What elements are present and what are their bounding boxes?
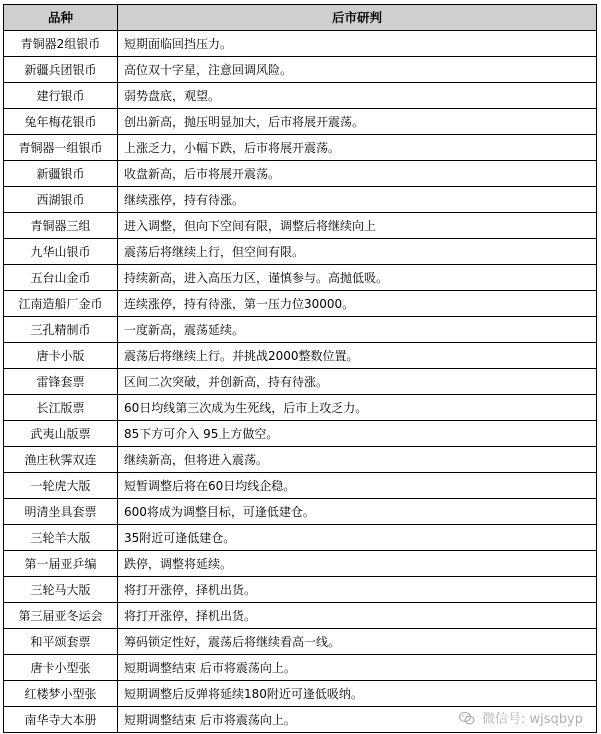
table-row (4, 603, 597, 629)
table-row (4, 161, 597, 187)
variety-cell: 三轮马大版 (4, 577, 118, 603)
variety-cell: 九华山银币 (4, 239, 118, 265)
outlook-cell: 高位双十字星，注意回调风险。 (118, 57, 597, 83)
outlook-cell: 将打开涨停，择机出货。 (118, 603, 597, 629)
table-row (4, 655, 597, 681)
outlook-cell: 持续新高，进入高压力区，谨慎参与。高抛低吸。 (118, 265, 597, 291)
table-row (4, 239, 597, 265)
variety-cell: 唐卡小版 (4, 343, 118, 369)
outlook-cell: 创出新高，抛压明显加大，后市将展开震荡。 (118, 109, 597, 135)
forecast-table (3, 4, 597, 733)
table-row (4, 57, 597, 83)
table-row (4, 343, 597, 369)
outlook-cell: 一度新高，震荡延续。 (118, 317, 597, 343)
outlook-cell: 短期调整结束 后市将震荡向上。 (118, 655, 597, 681)
variety-cell: 三孔精制币 (4, 317, 118, 343)
outlook-cell: 区间二次突破，并创新高，持有待涨。 (118, 369, 597, 395)
variety-cell: 西湖银币 (4, 187, 118, 213)
variety-cell: 第三届亚冬运会 (4, 603, 118, 629)
table-row (4, 525, 597, 551)
header-outlook: 后市研判 (118, 5, 597, 31)
outlook-cell: 短期调整结束 后市将震荡向上。 (118, 707, 597, 733)
outlook-cell: 震荡后将继续上行。并挑战2000整数位置。 (118, 343, 597, 369)
variety-cell: 青铜器一组银币 (4, 135, 118, 161)
variety-cell: 第一届亚乒编 (4, 551, 118, 577)
outlook-cell: 筹码锁定性好，震荡后将继续看高一线。 (118, 629, 597, 655)
outlook-cell: 短暂调整后将在60日均线企稳。 (118, 473, 597, 499)
table-row (4, 369, 597, 395)
table-row (4, 317, 597, 343)
table-row (4, 577, 597, 603)
variety-cell: 红楼梦小型张 (4, 681, 118, 707)
variety-cell: 三轮羊大版 (4, 525, 118, 551)
outlook-cell: 上涨乏力，小幅下跌，后市将展开震荡。 (118, 135, 597, 161)
variety-cell: 建行银币 (4, 83, 118, 109)
variety-cell: 青铜器三组 (4, 213, 118, 239)
outlook-cell: 35附近可逢低建仓。 (118, 525, 597, 551)
variety-cell: 和平颂套票 (4, 629, 118, 655)
table-row (4, 109, 597, 135)
table-row (4, 265, 597, 291)
header-variety: 品种 (4, 5, 118, 31)
variety-cell: 南华寺大本册 (4, 707, 118, 733)
table-row (4, 681, 597, 707)
outlook-cell: 短期调整后反弹将延续180附近可逢低吸纳。 (118, 681, 597, 707)
outlook-cell: 继续涨停，持有待涨。 (118, 187, 597, 213)
outlook-cell: 震荡后将继续上行，但空间有限。 (118, 239, 597, 265)
variety-cell: 长江版票 (4, 395, 118, 421)
table-row (4, 551, 597, 577)
outlook-cell: 600将成为调整目标，可逢低建仓。 (118, 499, 597, 525)
outlook-cell: 将打开涨停，择机出货。 (118, 577, 597, 603)
table-row (4, 395, 597, 421)
variety-cell: 五台山金币 (4, 265, 118, 291)
table-row (4, 421, 597, 447)
outlook-cell: 继续新高，但将进入震荡。 (118, 447, 597, 473)
table-body (4, 31, 597, 733)
variety-cell: 雷锋套票 (4, 369, 118, 395)
variety-cell: 唐卡小型张 (4, 655, 118, 681)
table-row (4, 629, 597, 655)
table-row (4, 135, 597, 161)
variety-cell: 一轮虎大版 (4, 473, 118, 499)
variety-cell: 渔庄秋霁双连 (4, 447, 118, 473)
outlook-cell: 弱势盘底，观望。 (118, 83, 597, 109)
outlook-cell: 短期面临回挡压力。 (118, 31, 597, 57)
variety-cell: 兔年梅花银币 (4, 109, 118, 135)
outlook-cell: 收盘新高，后市将展开震荡。 (118, 161, 597, 187)
variety-cell: 青铜器2组银币 (4, 31, 118, 57)
table-row (4, 213, 597, 239)
variety-cell: 新疆兵团银币 (4, 57, 118, 83)
table-row (4, 499, 597, 525)
table-row (4, 187, 597, 213)
outlook-cell: 60日均线第三次成为生死线，后市上攻乏力。 (118, 395, 597, 421)
table-row (4, 83, 597, 109)
outlook-cell: 连续涨停，持有待涨，第一压力位30000。 (118, 291, 597, 317)
table-row (4, 31, 597, 57)
watermark-text: 微信号: wjsqbyp (482, 712, 583, 727)
variety-cell: 明清坐具套票 (4, 499, 118, 525)
variety-cell: 武夷山版票 (4, 421, 118, 447)
table-row (4, 447, 597, 473)
variety-cell: 新疆银币 (4, 161, 118, 187)
outlook-cell: 跌停，调整将延续。 (118, 551, 597, 577)
table-header-row (4, 5, 597, 31)
table-row (4, 473, 597, 499)
table-row (4, 291, 597, 317)
outlook-cell: 85下方可介入 95上方做空。 (118, 421, 597, 447)
table-row (4, 707, 597, 733)
outlook-cell: 进入调整，但向下空间有限，调整后将继续向上 (118, 213, 597, 239)
variety-cell: 江南造船厂金币 (4, 291, 118, 317)
